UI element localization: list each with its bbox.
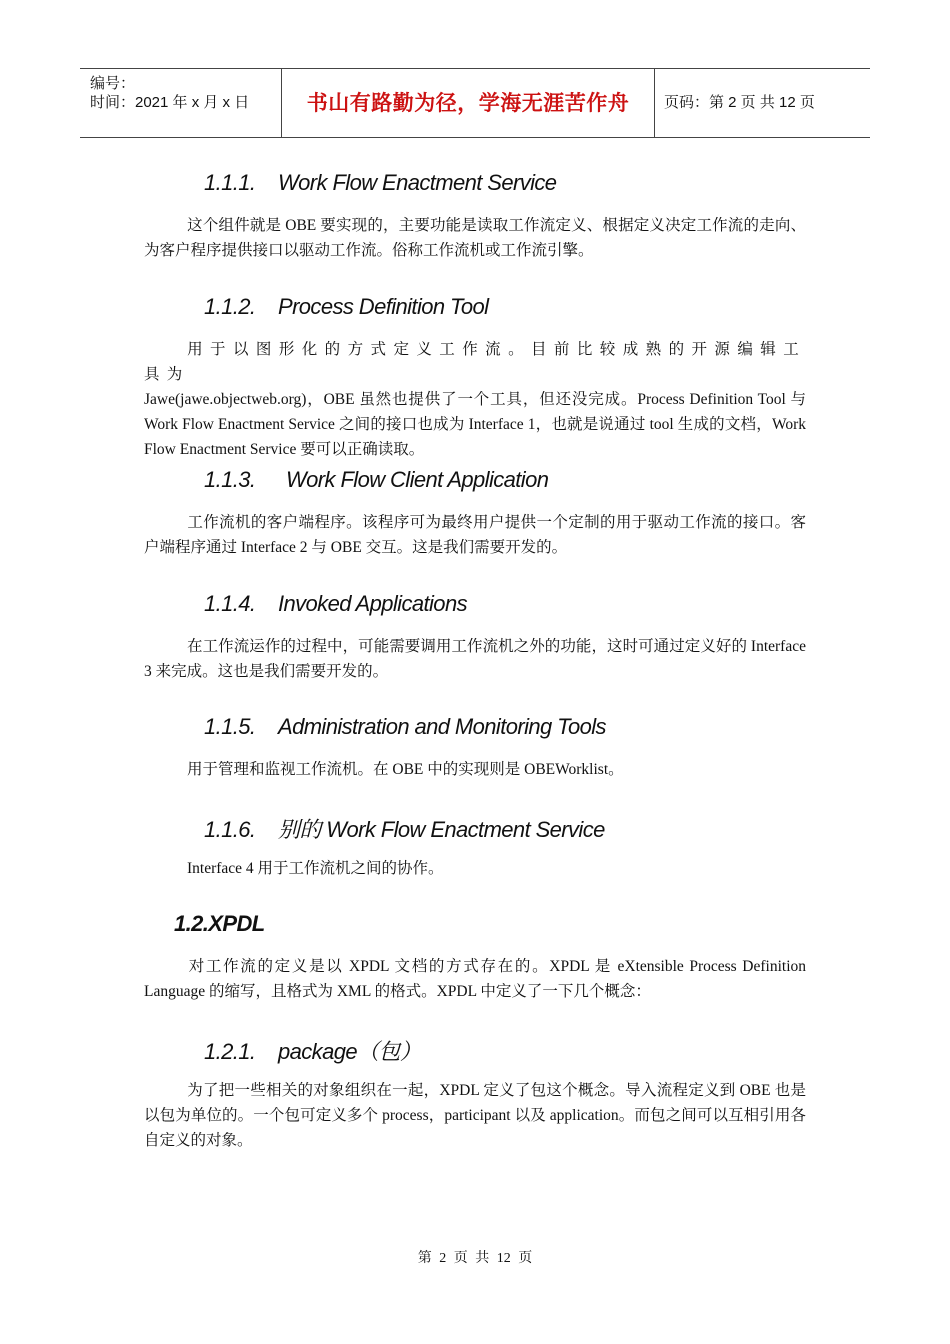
paragraph-1-1-1	[144, 213, 806, 263]
header-page-info: 页码：第 2 页 共 12 页	[664, 94, 815, 111]
paragraph-1-1-2	[144, 337, 806, 462]
heading-number: 1.1.3.	[204, 467, 256, 492]
paragraph-1-1-4	[144, 634, 806, 684]
heading-1-1-3	[204, 467, 548, 493]
heading-1-1-4	[204, 591, 467, 617]
header-motto: 书山有路勤为径，学海无涯苦作舟	[282, 69, 655, 137]
paragraph-text: 工作流机的客户端程序。该程序可为最终用户提供一个定制的用于驱动工作流的接口。客户端程序通过 Interface 2 与 OBE 交互。这是我们需要开发的。	[144, 514, 806, 556]
serial-label: 编号：	[90, 75, 136, 92]
paragraph-text: 为了把一些相关的对象组织在一起，XPDL 定义了包这个概念。导入流程定义到 OBE 也是以包为单位的。一个包可定义多个 process，participant 以及 application。而包之间可以互相引用各自定义的对象。	[144, 1082, 806, 1149]
header-meta-cell	[80, 69, 282, 137]
heading-title: Work Flow Client Application	[286, 467, 549, 492]
paragraph-text: 这个组件就是 OBE 要实现的，主要功能是读取工作流定义、根据定义决定工作流的走向、为客户程序提供接口以驱动工作流。俗称工作流机或工作流引擎。	[144, 217, 806, 259]
paragraph-text-rest: Jawe(jawe.objectweb.org)，OBE 虽然也提供了一个工具，但还没完成。Process Definition Tool 与 Work Flow Enactment Service 之间的接口也成为 Interface 1，也就是说通过 tool 生成的文档，Work Flow Enactment Service 要可以正确读取。	[144, 391, 806, 458]
paragraph-1-1-5: 用于管理和监视工作流机。在 OBE 中的实现则是 OBEWorklist。	[187, 761, 624, 778]
heading-number: 1.1.2.	[204, 294, 256, 319]
paragraph-1-1-6: Interface 4 用于工作流机之间的协作。	[187, 860, 444, 877]
paragraph-1-2	[144, 954, 806, 1004]
heading-title: Administration and Monitoring Tools	[278, 714, 606, 739]
heading-number: 1.1.4.	[204, 591, 256, 616]
heading-title: Work Flow Enactment Service	[278, 170, 557, 195]
date-label: 时间：2021 年 x 月 x 日	[90, 94, 250, 111]
page-footer: 第 2 页 共 12 页	[417, 1251, 533, 1266]
heading-title: package（包）	[278, 1039, 422, 1064]
heading-number: 1.1.5.	[204, 714, 256, 739]
heading-number: 1.2.1.	[204, 1039, 256, 1064]
paragraph-text: 对工作流的定义是以 XPDL 文档的方式存在的。XPDL 是 eXtensible Process Definition Language 的缩写，且格式为 XML 的格式。XPDL 中定义了一下几个概念：	[144, 958, 806, 1000]
heading-number: 1.1.1.	[204, 170, 256, 195]
heading-number: 1.1.6.	[204, 817, 256, 842]
heading-title: Invoked Applications	[278, 591, 467, 616]
page-header	[80, 68, 870, 138]
heading-1-1-5	[204, 714, 606, 740]
paragraph-1-1-3	[144, 510, 806, 560]
heading-1-2: 1.2.XPDL	[174, 911, 265, 936]
paragraph-1-2-1	[144, 1078, 806, 1153]
paragraph-text: 在工作流运作的过程中，可能需要调用工作流机之外的功能，这时可通过定义好的 Interface 3 来完成。这也是我们需要开发的。	[144, 638, 806, 680]
paragraph-text-line1: 用于以图形化的方式定义工作流。目前比较成熟的开源编辑工具为	[144, 341, 806, 383]
heading-title: 别的 Work Flow Enactment Service	[278, 817, 605, 842]
heading-1-1-2	[204, 294, 488, 320]
heading-title: Process Definition Tool	[278, 294, 489, 319]
heading-1-1-1	[204, 170, 556, 196]
heading-1-1-6	[204, 813, 605, 844]
heading-1-2-1	[204, 1035, 421, 1066]
